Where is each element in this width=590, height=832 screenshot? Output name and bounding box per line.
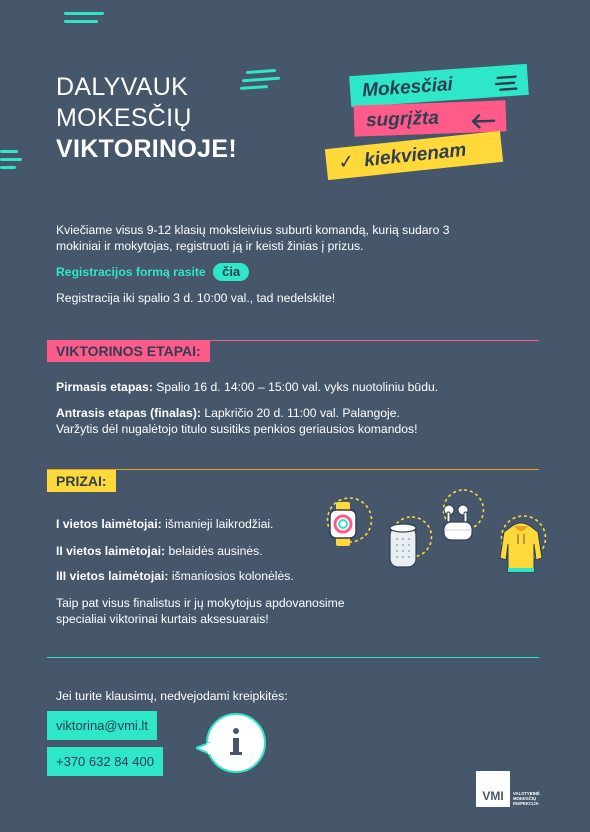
prize-1-text: išmanieji laikrodžiai. <box>165 517 274 531</box>
decor-dash <box>246 69 276 74</box>
title-line: DALYVAUK <box>56 73 189 101</box>
prize-1-label: I vietos laimėtojai: <box>56 517 162 531</box>
stage-1 <box>56 379 536 395</box>
stage-2-label: Antrasis etapas (finalas): <box>56 406 201 420</box>
decor-dash <box>0 158 22 161</box>
decor-dash <box>64 20 98 23</box>
decor-dash <box>240 85 268 90</box>
deadline-text: Registracija iki spalio 3 d. 10:00 val., tad nedelskite! <box>56 291 336 305</box>
stage-1-label: Pirmasis etapas: <box>56 380 153 394</box>
prize-3-text: išmaniosios kolonėlės. <box>171 569 294 583</box>
info-icon <box>196 710 272 776</box>
divider-orange <box>47 469 539 470</box>
stages-heading: VIKTORINOS ETAPAI: <box>47 340 210 362</box>
logo-text-line: VALSTYBINĖ <box>513 791 540 796</box>
arrow-left-icon <box>470 108 497 125</box>
decor-dash <box>0 150 18 153</box>
decor-dash <box>0 166 16 169</box>
slogan-ribbon-3 <box>325 131 503 180</box>
stage-2-note: Varžytis dėl nugalėtojo titulo susitiks penkios geriausios komandos! <box>56 422 418 436</box>
contact-email[interactable]: viktorina@vmi.lt <box>47 711 157 740</box>
logo-text-line: INSPEKCIJA <box>513 801 539 806</box>
prizes-heading: PRIZAI: <box>47 470 116 492</box>
vmi-logo <box>476 771 510 807</box>
smartwatch-icon <box>324 494 376 554</box>
check-icon: ✓ <box>337 151 356 174</box>
logo-text <box>513 791 540 806</box>
logo-text-line: MOKESČIŲ <box>513 796 537 801</box>
contact-phone[interactable]: +370 632 84 400 <box>47 747 163 776</box>
registration-row <box>56 263 249 281</box>
hoodie-icon <box>494 514 548 576</box>
prize-3 <box>56 568 294 584</box>
prize-1 <box>56 516 273 532</box>
smart-speaker-icon <box>384 515 434 571</box>
contact-intro: Jei turite klausimų, nedvejodami kreipkitės: <box>56 689 288 703</box>
slogan-ribbon-2 <box>354 100 507 136</box>
decor-dash <box>64 12 104 15</box>
intro-line: Kviečiame visus 9-12 klasių moksleivius suburti komandą, kurią sudaro 3 <box>56 223 450 237</box>
prizes-extra <box>56 595 345 627</box>
intro-text <box>56 222 526 254</box>
slogan-text: Mokesčiai <box>361 74 454 102</box>
stage-2 <box>56 405 536 437</box>
prize-2-text: belaidės ausinės. <box>168 544 263 558</box>
logo-mark: VMI <box>482 789 504 803</box>
prize-2-label: II vietos laimėtojai: <box>56 544 166 558</box>
stage-2-text: Lapkričio 20 d. 11:00 val. Palangoje. <box>204 406 400 420</box>
decor-dash <box>242 77 280 83</box>
intro-line: mokiniai ir mokytojas, registruoti ją ir keisti žinias į prizus. <box>56 239 364 253</box>
title-line: VIKTORINOJE! <box>56 135 237 163</box>
title-line: MOKESČIŲ <box>56 104 192 132</box>
earbuds-icon <box>436 488 486 548</box>
slogan-text: kiekvienam <box>363 139 468 172</box>
prizes-extra-line: specialiai viktorinai kurtais aksesuarais! <box>56 612 269 626</box>
prizes-extra-line: Taip pat visus finalistus ir jų mokytojus apdovanosime <box>56 596 345 610</box>
prize-3-label: III vietos laimėtojai: <box>56 569 169 583</box>
divider-teal <box>47 657 539 658</box>
registration-link[interactable]: čia <box>213 263 249 281</box>
slogan-text: sugrįžta <box>365 107 440 132</box>
menu-lines-icon <box>493 71 518 91</box>
registration-label: Registracijos formą rasite <box>56 265 206 279</box>
page-title <box>56 72 237 165</box>
stage-1-text: Spalio 16 d. 14:00 – 15:00 val. vyks nuotoliniu būdu. <box>156 380 439 394</box>
prize-2 <box>56 543 263 559</box>
